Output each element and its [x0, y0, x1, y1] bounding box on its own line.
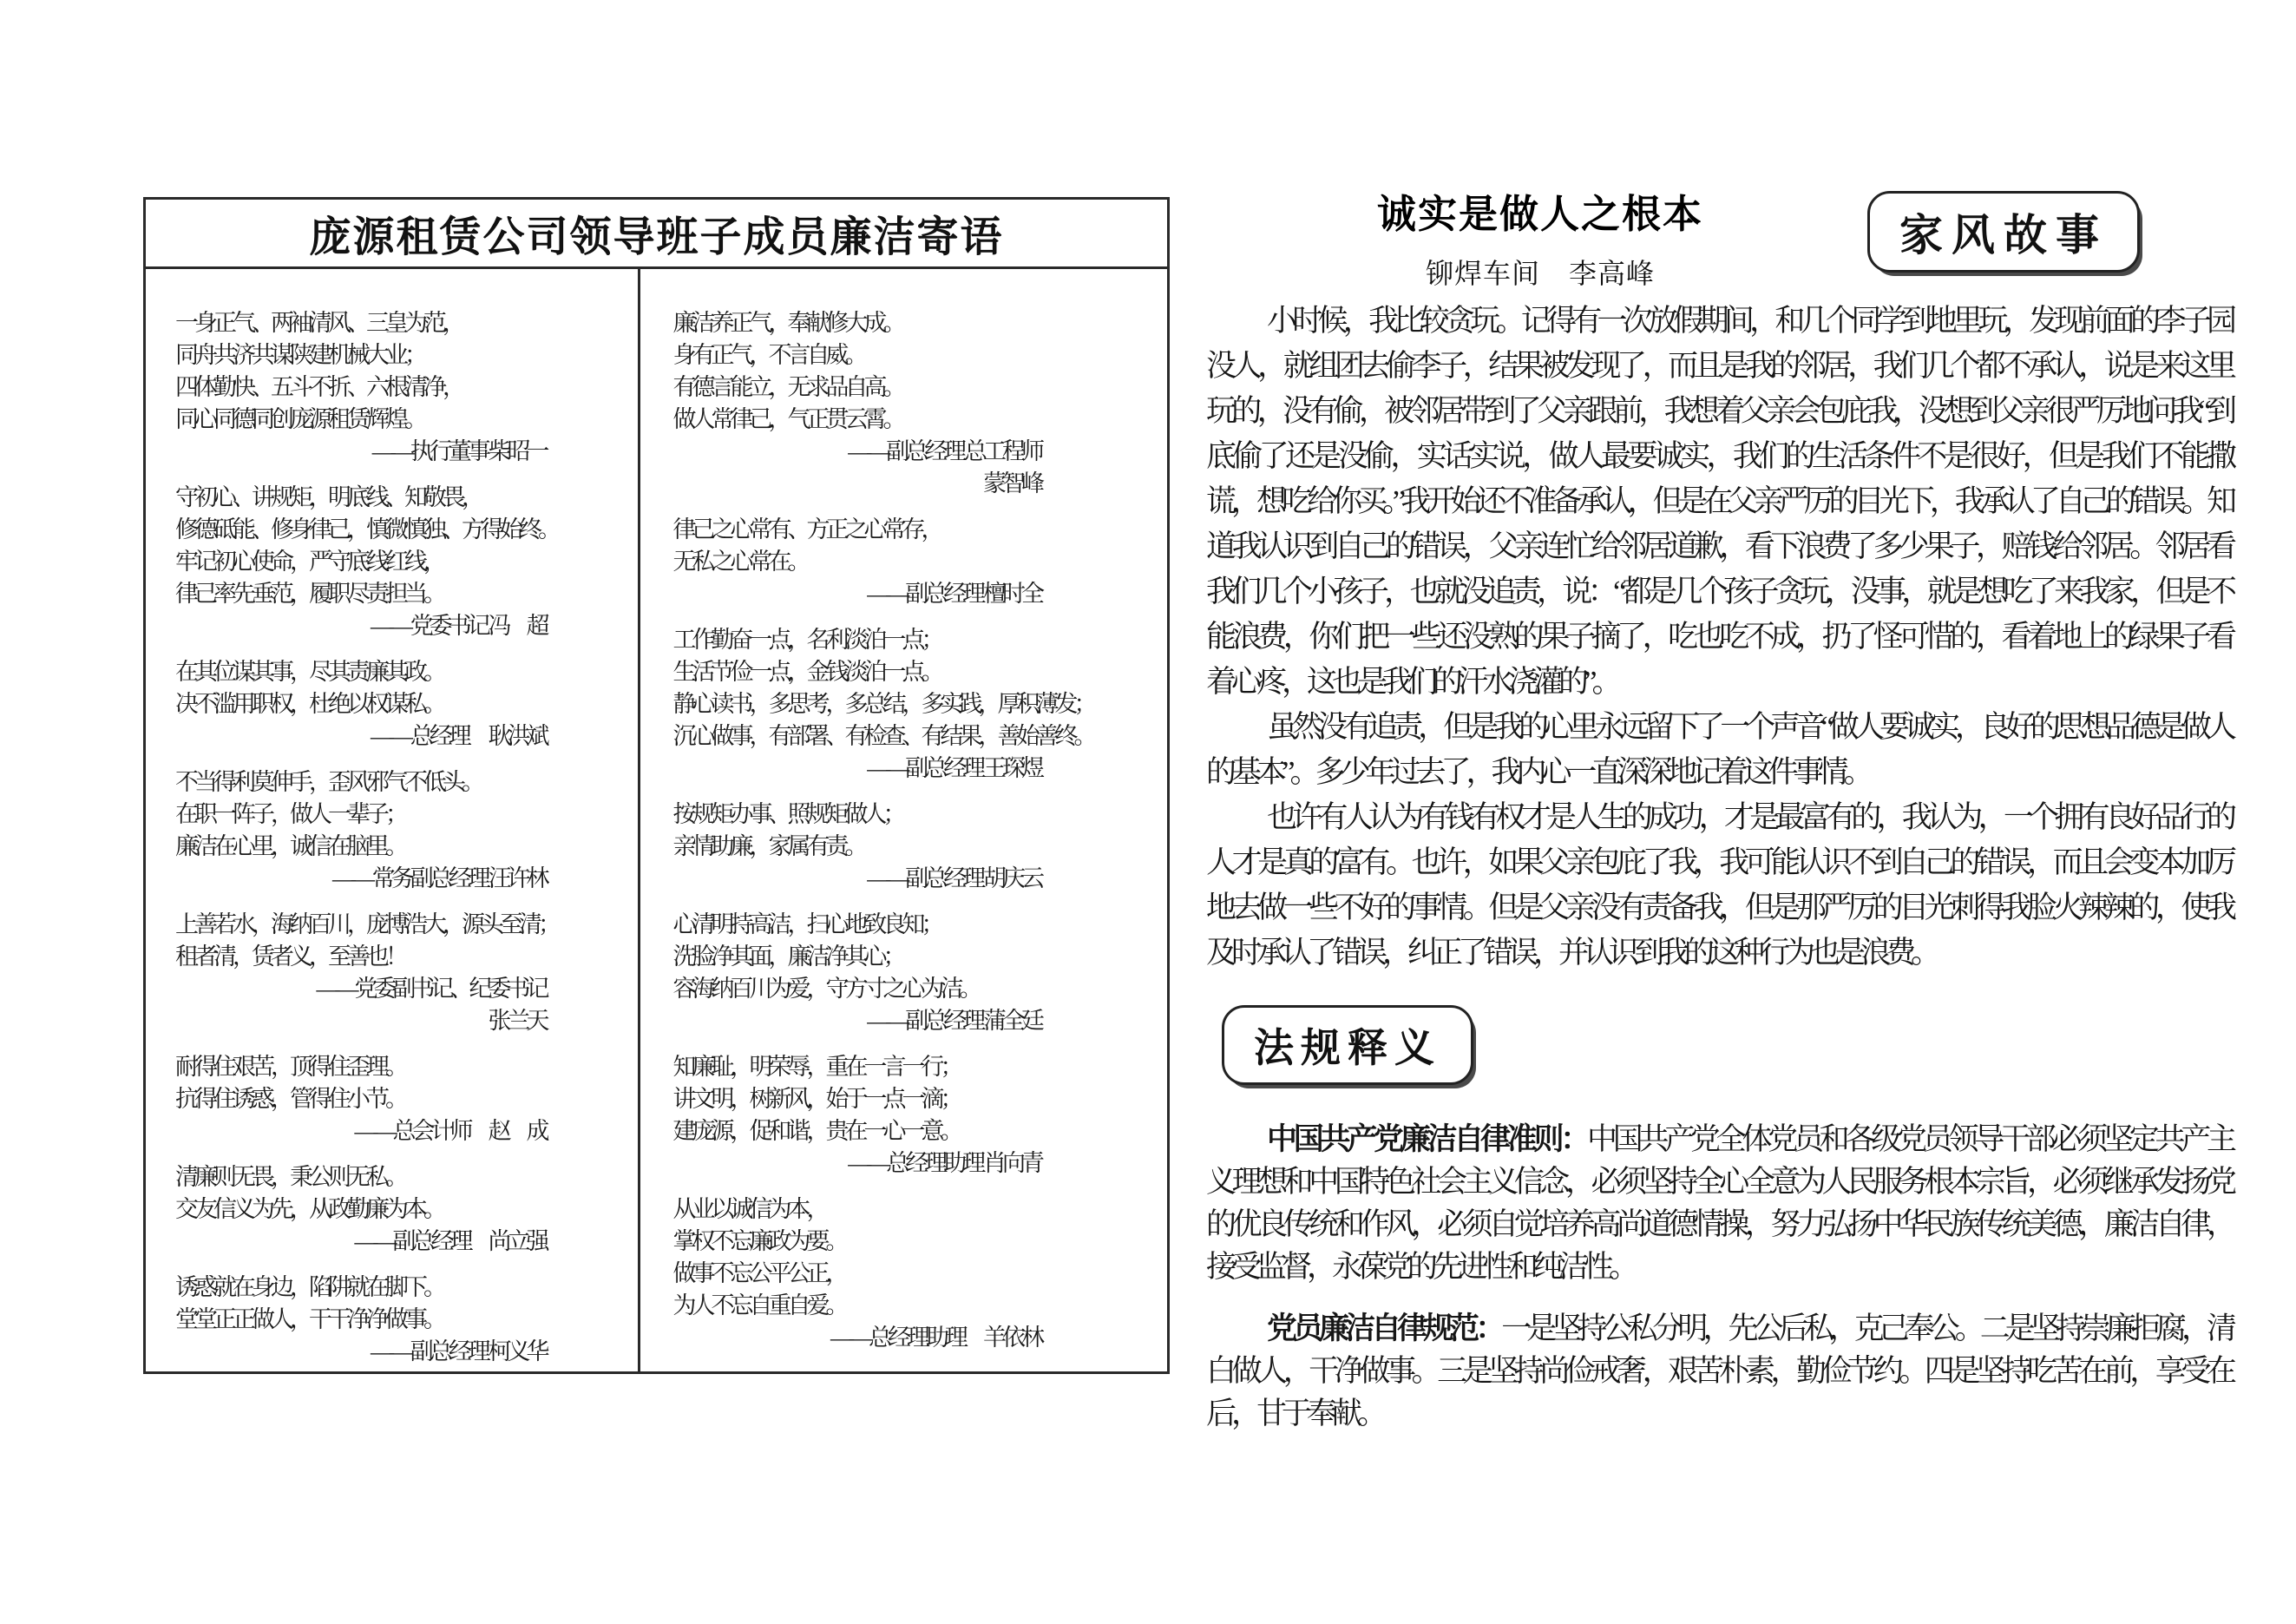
poem-line: 同心同德同创庞源租赁辉煌。	[175, 406, 423, 432]
poem-group	[673, 909, 1145, 1037]
poem-line: 同舟共济共谋陕建机械大业；	[175, 342, 423, 368]
poem-group	[673, 307, 1145, 500]
poem-line: 不当得利莫伸手，歪风邪气不低头。	[175, 769, 481, 795]
regulation-paragraph	[1206, 1307, 2232, 1435]
poem-group	[175, 1051, 615, 1147]
poem-line: 诱惑就在身边，陷阱就在脚下。	[175, 1274, 443, 1300]
poem-line: 沉心做事，有部署、有检查、有结果，善始善终。	[672, 723, 1093, 749]
poem-line: 牢记初心使命，严守底线红线，	[175, 549, 443, 575]
signature-line: —— 党委书记 冯 超	[371, 613, 546, 639]
signature-line: ——副总经理 总工程师	[848, 438, 1040, 464]
poem-line: 堂堂正正做人，干干净净做事。	[175, 1306, 443, 1332]
pledge-box	[143, 197, 1170, 1374]
story-body	[1206, 299, 2232, 976]
regulation-text: 中国共产党全体党员和各级党员领导干部必须坚定共产主义理想和中国特色社会主义信念，必须坚持全心全意为人民服务根本宗旨，必须继承发扬党的优良传统和作风，必须自觉培养高尚道德情操，努力弘扬中华民族传统美德，廉洁自律，接受监督，永葆党的先进性和纯洁性。	[1206, 1122, 2232, 1284]
poem-line: 一身正气、两袖清风、三皇为范，	[175, 310, 462, 336]
signature-line: ——总经理助理 肖向青	[848, 1150, 1040, 1176]
story-header	[1206, 189, 1874, 292]
poem-line: 从业以诚信为本，	[672, 1196, 826, 1222]
regulation-lead: 中国共产党廉洁自律准则：	[1267, 1122, 1587, 1156]
signature-line: ——副总经理 王琛煜	[867, 755, 1040, 781]
poem-line: 廉洁养正气，奉献修大成。	[672, 310, 902, 336]
poem-group	[175, 1272, 615, 1368]
poem-group	[175, 482, 615, 642]
regulations-body	[1206, 1118, 2232, 1454]
poem-line: 做人常律己，气正贯云霄。	[672, 406, 902, 432]
regulation-paragraph	[1206, 1118, 2232, 1288]
pledge-column-left	[146, 269, 640, 1374]
poem-line: 容海纳百川为爱，守方寸之心为洁。	[672, 976, 979, 1002]
signature-line: ——副总经理 蒲全廷	[867, 1008, 1040, 1034]
poem-line: 工作勤奋一点，名利淡泊一点；	[672, 627, 941, 653]
poem-group	[175, 1161, 615, 1258]
signature-line: —— 总经理 耿洪斌	[371, 723, 546, 749]
story-byline: 铆焊车间 李高峰	[1425, 258, 1655, 289]
poem-group	[673, 1051, 1145, 1180]
poem-line: 亲情助廉，家属有责。	[672, 833, 864, 859]
signature-line: ——副总经理 檀时全	[867, 581, 1040, 607]
poem-line: 生活节俭一点，金钱淡泊一点。	[672, 659, 941, 685]
poem-group	[673, 514, 1145, 610]
poem-line: 清廉则无畏，秉公则无私。	[175, 1164, 404, 1190]
poem-group	[175, 909, 615, 1037]
story-paragraph: 虽然没有追责，但是我的心里永远留下了一个声音“做人要诚实，良好的思想品德是做人的基本”。多少年过去了，我内心一直深深地记着这件事情。	[1206, 710, 2232, 789]
regulation-lead: 党员廉洁自律规范：	[1267, 1312, 1502, 1345]
poem-line: 决不滥用职权，杜绝以权谋私。	[175, 691, 443, 717]
poem-line: 无私之心常在。	[672, 549, 807, 575]
story-paragraph: 也许有人认为有钱有权才是人生的成功，才是最富有的，我认为，一个拥有良好品行的人才是真的富有。也许，如果父亲包庇了我，我可能认识不到自己的错误，而且会变本加厉地去做一些不好的事情。但是父亲没有责备我，但是那严厉的目光刺得我脸火辣辣的，使我及时承认了错误，纠正了错误，并认识到我的这种行为也是浪费。	[1206, 800, 2232, 970]
poem-group	[175, 766, 615, 895]
poem-line: 四体勤快、五斗不折、六根清净，	[175, 374, 462, 400]
poem-line: 静心读书，多思考，多总结，多实践，厚积薄发；	[672, 691, 1093, 717]
poem-group	[673, 799, 1145, 895]
poem-line: 租者清，赁者义，至善也！	[175, 943, 404, 970]
poem-line: 按规矩办事、照规矩做人；	[672, 801, 902, 827]
signature-line: ——总经理助理 羊依林	[830, 1325, 1040, 1351]
family-story-badge: 家风故事	[1867, 191, 2140, 273]
poem-line: 修德砥能、修身律己，慎微慎独、方得始终。	[175, 516, 557, 542]
signature-line: ——执行董事 柴昭一	[371, 438, 546, 464]
poem-line: 洗脸净其面，廉洁净其心；	[672, 943, 902, 970]
poem-line: 讲文明，树新风，始于一点一滴；	[672, 1086, 960, 1112]
pledge-title: 庞源租赁公司领导班子成员廉洁寄语	[146, 200, 1167, 269]
signature-line: ——总会计师 赵 成	[354, 1118, 546, 1144]
poem-line: 做事不忘公平公正，	[672, 1260, 845, 1286]
pledge-columns	[146, 269, 1167, 1374]
poem-line: 上善若水，海纳百川，庞博浩大，源头至清；	[175, 911, 557, 937]
signature-line: 张兰天	[488, 1008, 546, 1034]
poem-line: 在其位谋其事，尽其责廉其政。	[175, 659, 443, 685]
poem-line: 心清明持高洁，扫心地致良知；	[672, 911, 941, 937]
signature-line: ——副总经理 胡庆云	[867, 865, 1040, 891]
regulations-badge: 法规释义	[1222, 1005, 1473, 1085]
poem-group	[673, 624, 1145, 785]
poem-line: 律己率先垂范，履职尽责担当。	[175, 581, 443, 607]
poem-line: 律己之心常有、方正之心常存，	[672, 516, 941, 542]
poem-line: 耐得住艰苦，顶得住歪理。	[175, 1054, 404, 1080]
story-paragraph: 小时候，我比较贪玩。记得有一次放假期间，和几个同学到地里玩，发现前面的李子园没人，就组团去偷李子，结果被发现了，而且是我的邻居，我们几个都不承认，说是来这里玩的，没有偷，被邻居带到了父亲跟前，我想着父亲会包庇我，没想到父亲很严厉地问我“到底偷了还是没偷，实话实说，做人最要诚实，我们的生活条件不是很好，但是我们不能撒谎，想吃给你买。”我开始还不准备承认，但是在父亲严厉的目光下，我承认了自己的错误。知道我认识到自己的错误，父亲连忙给邻居道歉，看下浪费了多少果子，赔钱给邻居。邻居看我们几个小孩子，也就没追责，说：“都是几个孩子贪玩，没事，就是想吃了来我家，但是不能浪费，你们把一些还没熟的果子摘了，吃也吃不成，扔了怪可惜的，看着地上的绿果子看着心疼，这也是我们的汗水浇灌的”。	[1206, 304, 2232, 699]
poem-line: 廉洁在心里，诚信在脑里。	[175, 833, 404, 859]
poem-group	[673, 1193, 1145, 1354]
poem-line: 有德言能立，无求品自高。	[672, 374, 902, 400]
poem-group	[175, 307, 615, 468]
story-title: 诚实是做人之根本	[1376, 193, 1703, 236]
regulation-text: 一是坚持公私分明，先公后私，克己奉公。二是坚持崇廉拒腐，清白做人，干净做事。三是坚持尚俭戒奢，艰苦朴素，勤俭节约。四是坚持吃苦在前，享受在后，甘于奉献。	[1206, 1312, 2232, 1430]
poem-line: 知廉耻，明荣辱，重在一言一行；	[672, 1054, 960, 1080]
signature-line: 蒙智峰	[983, 470, 1040, 496]
poem-line: 为人不忘自重自爱。	[672, 1292, 845, 1318]
pledge-column-right	[640, 269, 1167, 1374]
poem-line: 掌权不忘廉政为要。	[672, 1228, 845, 1254]
signature-line: —— 副总经理 柯义华	[371, 1338, 546, 1364]
signature-line: ——副总经理 尚立强	[354, 1228, 546, 1254]
poem-line: 守初心、讲规矩，明底线、知敬畏，	[175, 484, 481, 510]
poem-line: 交友信义为先，从政勤廉为本。	[175, 1196, 443, 1222]
poem-line: 建庞源，促和谐，贵在一心一意。	[672, 1118, 960, 1144]
poem-line: 抗得住诱惑，管得住小节。	[175, 1086, 404, 1112]
poem-group	[175, 656, 615, 753]
signature-line: —— 常务副总经理 汪许林	[332, 865, 546, 891]
signature-line: ——党委副书记、纪委书记	[316, 976, 546, 1002]
poem-line: 在职一阵子，做人一辈子；	[175, 801, 404, 827]
poem-line: 身有正气，不言自威。	[672, 342, 864, 368]
